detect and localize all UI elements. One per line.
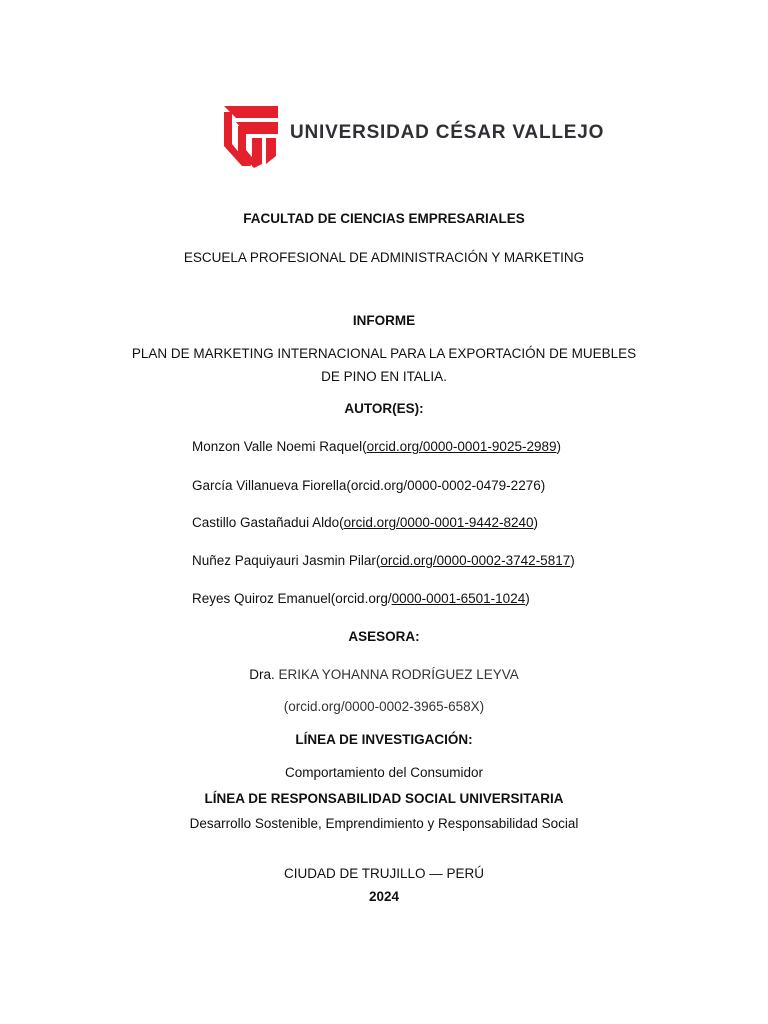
author-suffix: ) [533,515,538,530]
author-entry [192,477,545,495]
author-name: García Villanueva Fiorella(orcid.org/0000-0002-0479-2276) [192,478,546,493]
author-name: Monzon Valle Noemi Raquel( [192,439,367,454]
author-entry [192,552,575,570]
orcid-link[interactable]: orcid.org/0000-0002-3742-5817 [380,553,571,568]
report-title-line-1: PLAN DE MARKETING INTERNACIONAL PARA LA EXPORTACIÓN DE MUEBLES [131,346,637,361]
author-entry [192,590,530,608]
author-suffix: ) [525,591,530,606]
city-country: CIUDAD DE TRUJILLO — PERÚ [283,866,485,881]
advisor-entry [0,666,768,684]
advisor-orcid: (orcid.org/0000-0002-3965-658X) [283,699,485,714]
author-name: Reyes Quiroz Emanuel(orcid.org/ [192,591,392,606]
author-suffix: ) [570,553,575,568]
report-title-line-2: DE PINO EN ITALIA. [321,369,447,384]
orcid-link[interactable]: 0000-0001-6501-1024 [391,591,526,606]
advisor-name: ERIKA YOHANNA RODRÍGUEZ LEYVA [278,667,519,682]
rsu-value: Desarrollo Sostenible, Emprendimiento y Responsabilidad Social [189,816,579,831]
advisor-heading: ASESORA: [348,629,420,644]
author-suffix: ) [556,439,561,454]
authors-heading: AUTOR(ES): [344,401,424,416]
advisor-title: Dra. [249,667,279,682]
research-line-heading: LÍNEA DE INVESTIGACIÓN: [295,732,473,747]
year: 2024 [368,889,400,904]
author-entry [192,514,538,532]
shield-emblem-icon [222,104,288,170]
university-name: UNIVERSIDAD CÉSAR VALLEJO [290,122,605,143]
orcid-link[interactable]: orcid.org/0000-0001-9025-2989 [366,439,557,454]
document-type: INFORME [352,313,416,328]
university-logo [222,104,605,170]
author-entry [192,438,561,456]
author-name: Nuñez Paquiyauri Jasmin Pilar( [192,553,381,568]
faculty-name: FACULTAD DE CIENCIAS EMPRESARIALES [243,211,525,226]
school-name: ESCUELA PROFESIONAL DE ADMINISTRACIÓN Y MARKETING [183,250,585,265]
orcid-link[interactable]: orcid.org/0000-0001-9442-8240 [343,515,534,530]
rsu-heading: LÍNEA DE RESPONSABILIDAD SOCIAL UNIVERSITARIA [204,791,564,806]
research-line-value: Comportamiento del Consumidor [284,765,484,780]
author-name: Castillo Gastañadui Aldo( [192,515,344,530]
